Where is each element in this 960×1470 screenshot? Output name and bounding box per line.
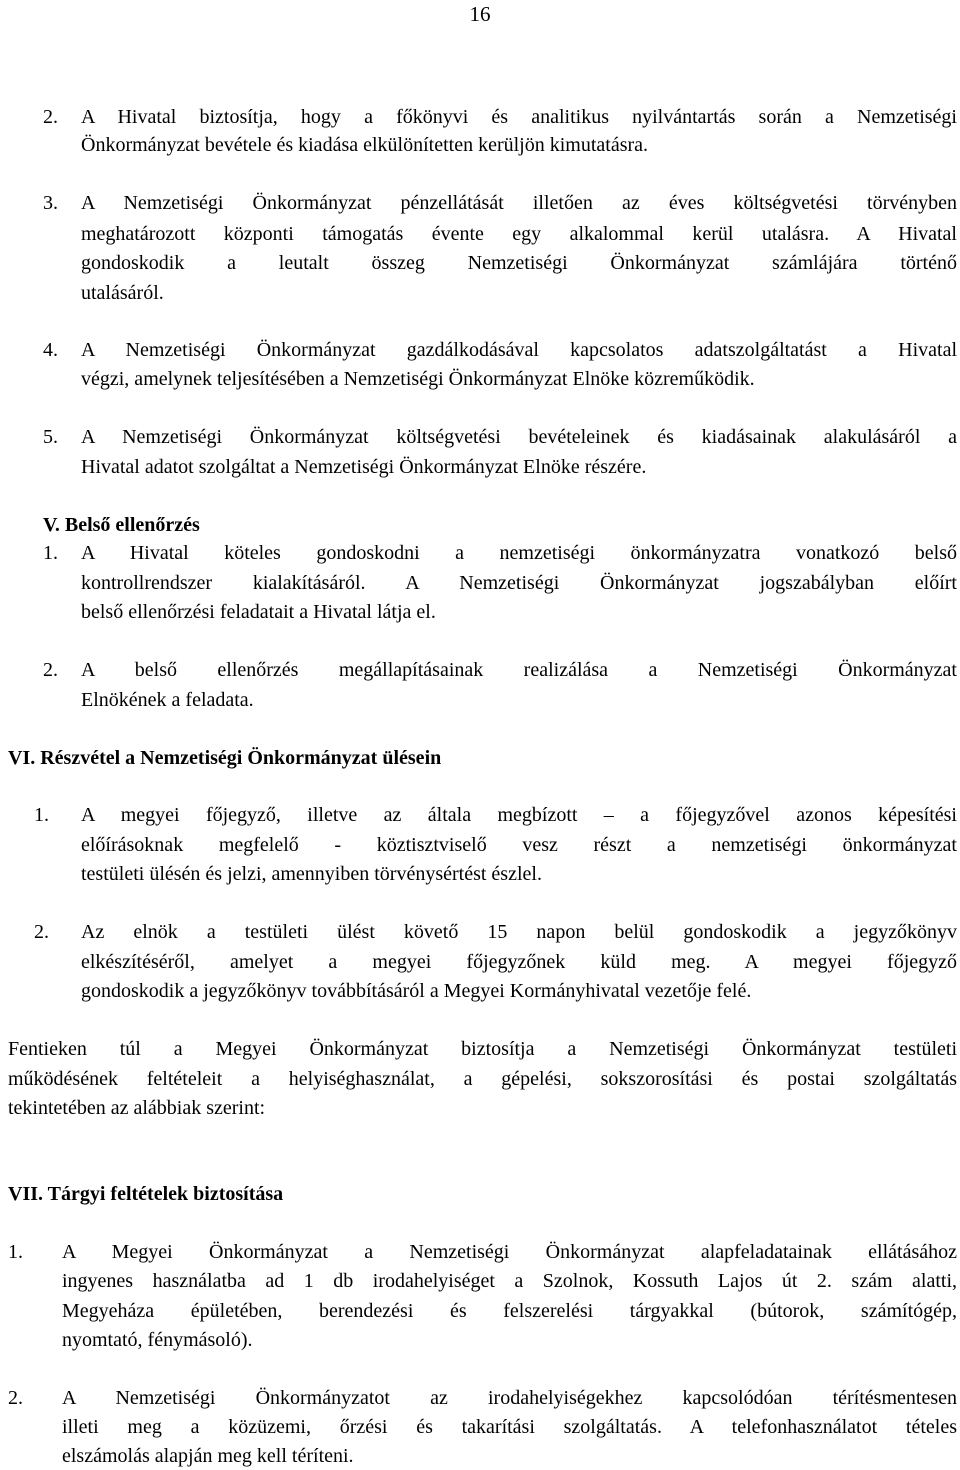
- list-item-line: A belső ellenőrzés megállapításainak realizálása a Nemzetiségi Önkormányzat: [81, 659, 957, 681]
- list-item-line: nyomtató, fénymásoló).: [62, 1329, 253, 1351]
- list-item-line: A Hivatal biztosítja, hogy a főkönyvi és analitikus nyilvántartás során a Nemzetiségi: [81, 106, 957, 128]
- list-item-line: illeti meg a közüzemi, őrzési és takarítási szolgáltatás. A telefonhasználatot tételes: [62, 1416, 957, 1438]
- list-item-line: Az elnök a testületi ülést követő 15 napon belül gondoskodik a jegyzőkönyv: [81, 921, 957, 943]
- list-item-line: A Megyei Önkormányzat a Nemzetiségi Önkormányzat alapfeladatainak ellátásához: [62, 1241, 957, 1263]
- list-item-line: gondoskodik a jegyzőkönyv továbbításáról a Megyei Kormányhivatal vezetője felé.: [81, 980, 752, 1002]
- list-item-line: Hivatal adatot szolgáltat a Nemzetiségi Önkormányzat Elnöke részére.: [81, 456, 647, 478]
- list-item-number: 2.: [8, 1387, 23, 1409]
- list-item-number: 1.: [34, 804, 49, 826]
- list-item-number: 5.: [43, 426, 58, 448]
- list-item-line: A megyei főjegyző, illetve az általa megbízott – a főjegyzővel azonos képesítési: [81, 804, 957, 826]
- list-item-line: Elnökének a feladata.: [81, 689, 254, 711]
- paragraph-line: Fentieken túl a Megyei Önkormányzat biztosítja a Nemzetiségi Önkormányzat testületi: [8, 1038, 957, 1060]
- section-heading: VI. Részvétel a Nemzetiségi Önkormányzat ülésein: [8, 747, 442, 769]
- list-item-line: kontrollrendszer kialakításáról. A Nemzetiségi Önkormányzat jogszabályban előírt: [81, 572, 957, 594]
- paragraph-line: tekintetében az alábbiak szerint:: [8, 1097, 266, 1119]
- section-heading: V. Belső ellenőrzés: [43, 514, 200, 536]
- list-item-number: 4.: [43, 339, 58, 361]
- list-item-line: A Nemzetiségi Önkormányzat költségvetési bevételeinek és kiadásainak alakulásáról a: [81, 426, 957, 448]
- list-item-line: gondoskodik a leutalt összeg Nemzetiségi Önkormányzat számlájára történő: [81, 252, 957, 274]
- section-heading: VII. Tárgyi feltételek biztosítása: [8, 1183, 284, 1205]
- list-item-number: 1.: [43, 542, 58, 564]
- list-item-number: 3.: [43, 192, 58, 214]
- list-item-number: 2.: [34, 921, 49, 943]
- list-item-line: Önkormányzat bevétele és kiadása elkülönítetten kerüljön kimutatásra.: [81, 134, 649, 156]
- paragraph-line: működésének feltételeit a helyiséghasználat, a gépelési, sokszorosítási és postai szolgáltatás: [8, 1068, 957, 1090]
- list-item-line: előírásoknak megfelelő - köztisztviselő vesz részt a nemzetiségi önkormányzat: [81, 834, 957, 856]
- list-item-number: 1.: [8, 1241, 23, 1263]
- list-item-line: A Nemzetiségi Önkormányzatot az irodahelyiségekhez kapcsolódóan térítésmentesen: [62, 1387, 957, 1409]
- list-item-number: 2.: [43, 659, 58, 681]
- list-item-line: A Hivatal köteles gondoskodni a nemzetiségi önkormányzatra vonatkozó belső: [81, 542, 957, 564]
- list-item-line: A Nemzetiségi Önkormányzat gazdálkodásával kapcsolatos adatszolgáltatást a Hivatal: [81, 339, 957, 361]
- list-item-line: testületi ülésén és jelzi, amennyiben törvénysértést észlel.: [81, 863, 542, 885]
- list-item-line: ingyenes használatba ad 1 db irodahelyiséget a Szolnok, Kossuth Lajos út 2. szám alatti,: [62, 1270, 957, 1292]
- list-item-line: elszámolás alapján meg kell téríteni.: [62, 1445, 354, 1467]
- list-item-line: utalásáról.: [81, 282, 164, 304]
- page-number: 16: [469, 2, 491, 26]
- list-item-line: elkészítéséről, amelyet a megyei főjegyzőnek küld meg. A megyei főjegyző: [81, 951, 957, 973]
- list-item-line: Megyeháza épületében, berendezési és felszerelési tárgyakkal (bútorok, számítógép,: [62, 1300, 957, 1322]
- list-item-line: A Nemzetiségi Önkormányzat pénzellátását illetően az éves költségvetési törvényben: [81, 192, 957, 214]
- list-item-line: meghatározott központi támogatás évente egy alkalommal kerül utalásra. A Hivatal: [81, 223, 957, 245]
- list-item-number: 2.: [43, 106, 58, 128]
- list-item-line: belső ellenőrzési feladatait a Hivatal látja el.: [81, 601, 436, 623]
- list-item-line: végzi, amelynek teljesítésében a Nemzetiségi Önkormányzat Elnöke közreműködik.: [81, 368, 755, 390]
